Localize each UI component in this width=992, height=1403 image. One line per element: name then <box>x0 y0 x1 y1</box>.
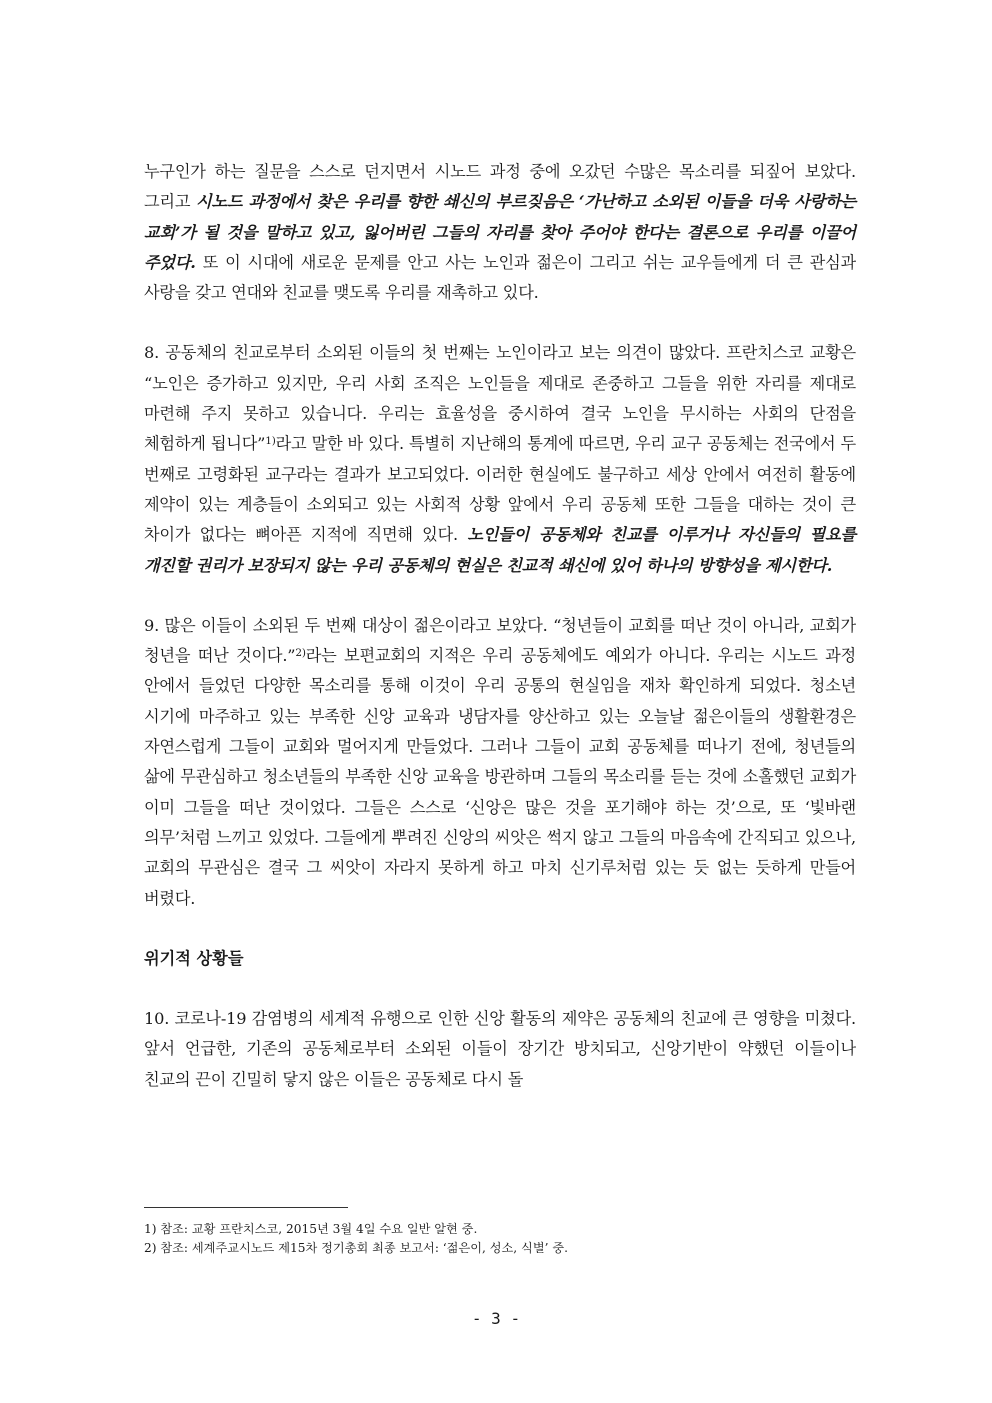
footnote-ref-2[interactable]: 2) <box>295 647 306 660</box>
section-heading: 위기적 상황들 <box>144 948 244 968</box>
emphasized-text: 노인들이 공동체와 친교를 이루거나 자신들의 필요를 개진할 권리가 보장되지 않는 우리 공동체의 현실은 친교적 쇄신에 있어 하나의 방향성을 제시한다. <box>144 525 856 575</box>
text-segment: 누구인가 하는 질문을 스스로 던지면서 시노드 과정 중에 오갔던 수많은 목소리를 되짚어 보았다. 그리고 <box>144 162 856 212</box>
text-segment: 라는 보편교회의 지적은 우리 공동체에도 예외가 아니다. 우리는 시노드 과정 안에서 들었던 다양한 목소리를 통해 이것이 우리 공통의 현실임을 재차 확인하게 되었다. 청소년 시기에 마주하고 있는 부족한 신앙 교육과 냉담자를 양산하고 있는 오늘날 젊은이들의 생활환경은 자연스럽게 그들이 교회와 멀어지게 만들었다. 그러나 그들이 교회 공동체를 떠나기 전에, 청년들의 삶에 무관심하고 청소년들의 부족한 신앙 교육을 방관하며 그들의 목소리를 듣는 것에 소홀했던 교회가 이미 그들을 떠난 것이었다. 그들은 스스로 ‘신앙은 많은 것을 포기해야 하는 것’으로, 또 ‘빛바랜 의무’처럼 느끼고 있었다. 그들에게 뿌려진 신앙의 씨앗은 썩지 않고 그들의 마음속에 간직되고 있으나, 교회의 무관심은 결국 그 씨앗이 자라지 못하게 하고 마치 신기루처럼 있는 듯 없는 듯하게 만들어 버렸다. <box>144 646 856 908</box>
paragraph-10: 10. 코로나-19 감염병의 세계적 유행으로 인한 신앙 활동의 제약은 공동체의 친교에 큰 영향을 미쳤다. 앞서 언급한, 기존의 공동체로부터 소외된 이들이 장기간 방치되고, 신앙기반이 약했던 이들이나 친교의 끈이 긴밀히 닿지 않은 이들은 공동체로 다시 돌 <box>144 1009 856 1089</box>
footnotes <box>144 1220 856 1258</box>
emphasized-text: 시노드 과정에서 찾은 우리를 향한 쇄신의 부르짖음은 ‘가난하고 소외된 이들을 더욱 사랑하는 교회’가 될 것을 말하고 있고, 잃어버린 그들의 자리를 찾아 주어야 한다는 결론으로 우리를 이끌어 주었다. <box>144 192 856 272</box>
paragraph-9 <box>144 611 856 914</box>
footnote-1: 1) 참조: 교황 프란치스코, 2015년 3월 4일 수요 일반 알현 중. <box>144 1222 478 1236</box>
footnote-2: 2) 참조: 세계주교시노드 제15차 정기총회 최종 보고서: ‘젊은이, 성소, 식별’ 중. <box>144 1241 568 1255</box>
text-segment: 9. 많은 이들이 소외된 두 번째 대상이 젊은이라고 보았다. “청년들이 교회를 떠난 것이 아니라, 교회가 청년을 떠난 것이다.” <box>144 615 856 666</box>
paragraph-8 <box>144 338 856 580</box>
text-segment: 라고 말한 바 있다. 특별히 지난해의 통계에 따르면, 우리 교구 공동체는 전국에서 두 번째로 고령화된 교구라는 결과가 보고되었다. 이러한 현실에도 불구하고 세상 안에서 여전히 활동에 제약이 있는 계층들이 소외되고 있는 사회적 상황 앞에서 우리 공동체 또한 그들을 대하는 것이 큰 차이가 없다는 뼈아픈 지적에 직면해 있다. <box>144 434 856 545</box>
paragraph-intro <box>144 157 856 308</box>
document-body <box>144 157 856 1125</box>
page-number: - 3 - <box>471 1309 521 1328</box>
footnote-divider <box>144 1207 348 1208</box>
text-segment: 8. 공동체의 친교로부터 소외된 이들의 첫 번째는 노인이라고 보는 의견이 많았다. 프란치스코 교황은 “노인은 증가하고 있지만, 우리 사회 조직은 노인들을 제대로 존중하고 그들을 위한 자리를 제대로 마련해 주지 못하고 있습니다. 우리는 효율성을 중시하여 결국 노인을 무시하는 사회의 단점을 체험하게 됩니다” <box>144 343 856 454</box>
footnote-ref-1[interactable]: 1) <box>265 435 276 448</box>
text-segment: 또 이 시대에 새로운 문제를 안고 사는 노인과 젊은이 그리고 쉬는 교우들에게 더 큰 관심과 사랑을 갖고 연대와 친교를 맺도록 우리를 재촉하고 있다. <box>144 252 856 303</box>
